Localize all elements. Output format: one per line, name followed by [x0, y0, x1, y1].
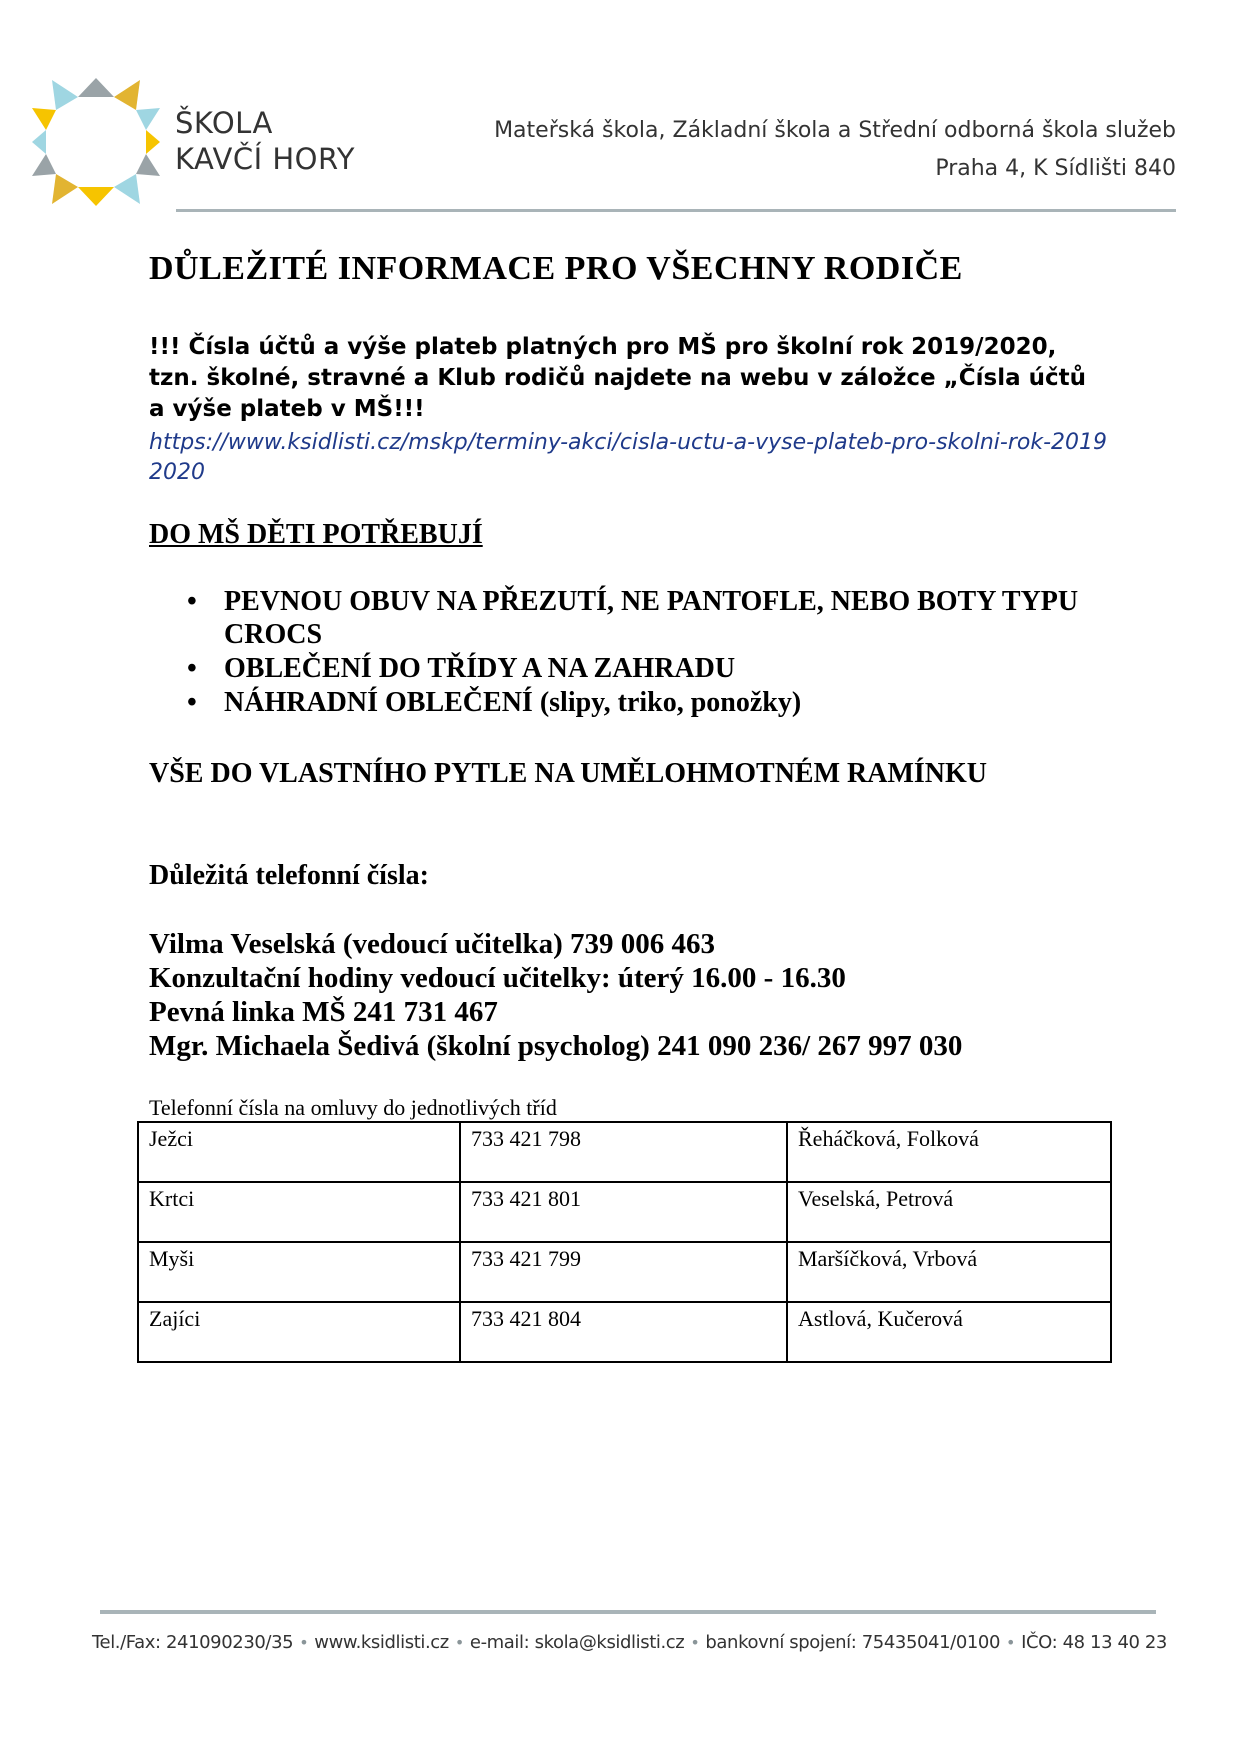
teachers-cell: Řeháčková, Folková — [787, 1122, 1111, 1182]
logo-line-2: KAVČÍ HORY — [175, 142, 355, 176]
contact-line: Mgr. Michaela Šedivá (školní psycholog) 241 090 236/ 267 997 030 — [149, 1030, 963, 1062]
class-name-cell: Myši — [138, 1242, 460, 1302]
list-item — [149, 585, 1109, 651]
teachers-cell: Astlová, Kučerová — [787, 1302, 1111, 1362]
bullet-icon: • — [187, 687, 197, 718]
teachers-cell: Veselská, Petrová — [787, 1182, 1111, 1242]
needs-list — [149, 585, 1109, 720]
needs-item-label: OBLEČENÍ DO TŘÍDY A NA ZAHRADU — [224, 653, 736, 684]
table-row — [138, 1122, 1111, 1182]
bullet-icon: • — [454, 1633, 464, 1652]
footer-divider — [100, 1610, 1156, 1614]
phones-heading: Důležitá telefonní čísla: — [149, 860, 429, 891]
bullet-icon: • — [299, 1633, 309, 1652]
needs-item-label: NÁHRADNÍ OBLEČENÍ (slipy, triko, ponožky) — [224, 687, 802, 718]
phone-cell: 733 421 798 — [460, 1122, 787, 1182]
payment-info-link[interactable]: https://www.ksidlisti.cz/mskp/terminy-akci/cisla-uctu-a-vyse-plateb-pro-skolni-rok-20192020 — [149, 430, 1108, 485]
contact-line: Konzultační hodiny vedoucí učitelky: úterý 16.00 - 16.30 — [149, 962, 846, 994]
list-item — [149, 686, 1109, 719]
list-item — [149, 652, 1109, 685]
payment-notice: !!! Čísla účtů a výše plateb platných pro MŠ pro školní rok 2019/2020, tzn. školné, stravné a Klub rodičů najdete na webu v záložce „Čísla účtů a výše plateb v MŠ!!! — [149, 334, 1086, 422]
contacts-block — [149, 927, 962, 1063]
class-phones-table — [137, 1121, 1112, 1363]
footer-email-link[interactable]: e-mail: skola@ksidlisti.cz — [469, 1632, 685, 1653]
class-name-cell: Ježci — [138, 1122, 460, 1182]
footer-company-id: IČO: 48 13 40 23 — [1021, 1632, 1167, 1653]
page-title: DŮLEŽITÉ INFORMACE PRO VŠECHNY RODIČE — [149, 250, 963, 287]
footer-phone: Tel./Fax: 241090230/35 — [92, 1632, 294, 1653]
organization-name: Mateřská škola, Základní škola a Střední odborná škola služeb — [494, 118, 1176, 143]
header-divider — [176, 209, 1176, 212]
contact-line: Pevná linka MŠ 241 731 467 — [149, 996, 498, 1028]
table-row — [138, 1242, 1111, 1302]
contact-line: Vilma Veselská (vedoucí učitelka) 739 006 463 — [149, 928, 716, 960]
bag-instruction: VŠE DO VLASTNÍHO PYTLE NA UMĚLOHMOTNÉM RAMÍNKU — [149, 758, 988, 789]
teachers-cell: Maršíčková, Vrbová — [787, 1242, 1111, 1302]
footer-website-link[interactable]: www.ksidlisti.cz — [314, 1632, 449, 1653]
bullet-icon: • — [690, 1633, 700, 1652]
organization-address: Praha 4, K Sídlišti 840 — [935, 156, 1176, 181]
phone-cell: 733 421 801 — [460, 1182, 787, 1242]
needs-heading: DO MŠ DĚTI POTŘEBUJÍ — [149, 519, 483, 550]
table-caption: Telefonní čísla na omluvy do jednotlivých tříd — [149, 1095, 557, 1120]
class-name-cell: Zajíci — [138, 1302, 460, 1362]
organization-info — [494, 112, 1176, 188]
phone-cell: 733 421 804 — [460, 1302, 787, 1362]
logo-wordmark — [175, 105, 355, 177]
bullet-icon: • — [187, 653, 197, 684]
phone-cell: 733 421 799 — [460, 1242, 787, 1302]
school-logo — [30, 72, 162, 212]
table-row — [138, 1302, 1111, 1362]
class-name-cell: Krtci — [138, 1182, 460, 1242]
logo-line-1: ŠKOLA — [175, 106, 273, 140]
needs-item-label: PEVNOU OBUV NA PŘEZUTÍ, NE PANTOFLE, NEBO BOTY TYPU CROCS — [224, 586, 1079, 650]
footer-bank-account: bankovní spojení: 75435041/0100 — [705, 1632, 1001, 1653]
footer — [92, 1632, 1167, 1653]
bullet-icon: • — [1006, 1633, 1016, 1652]
table-row — [138, 1182, 1111, 1242]
bullet-icon: • — [187, 586, 197, 617]
